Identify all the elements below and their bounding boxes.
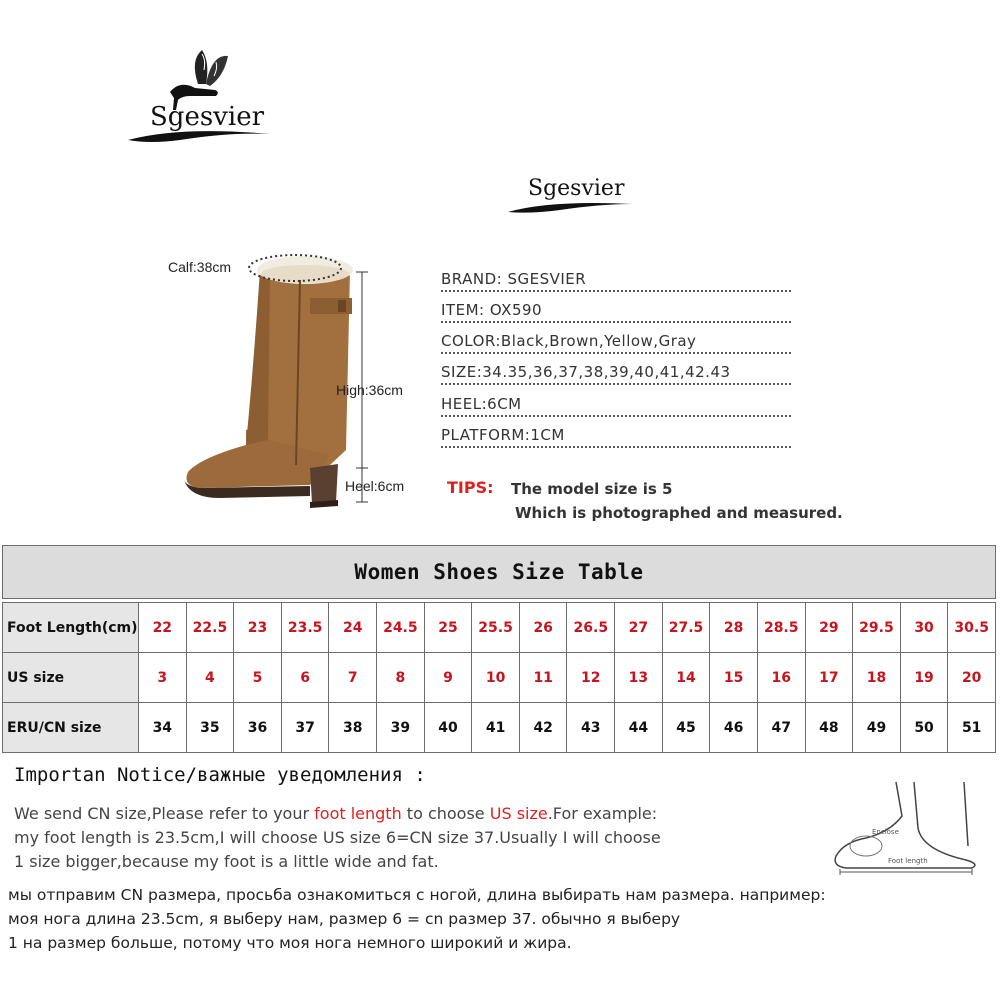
size-table-cell: 39 (377, 703, 425, 753)
size-table-row-header: ERU/CN size (3, 703, 139, 753)
size-table-cell: 38 (329, 703, 377, 753)
size-table-cell: 8 (377, 653, 425, 703)
size-table-cell: 46 (710, 703, 758, 753)
size-table-cell: 47 (757, 703, 805, 753)
size-table-title: Women Shoes Size Table (3, 546, 996, 599)
size-table-cell: 11 (519, 653, 567, 703)
size-table-cell: 24.5 (377, 603, 425, 653)
size-table-cell: 50 (900, 703, 948, 753)
size-table (2, 545, 996, 753)
butterfly-shoe-icon (120, 40, 290, 155)
size-table-cell: 7 (329, 653, 377, 703)
us-size-highlight: US size (489, 804, 548, 823)
size-table-cell: 26.5 (567, 603, 615, 653)
size-table-cell: 49 (853, 703, 901, 753)
size-table-cell: 36 (234, 703, 282, 753)
size-table-cell: 24 (329, 603, 377, 653)
foot-length-highlight: foot length (314, 804, 402, 823)
size-table-cell: 20 (948, 653, 996, 703)
tips-line-2: Which is photographed and measured. (515, 504, 843, 522)
size-table-cell: 23.5 (281, 603, 329, 653)
size-table-row-header: Foot Length(cm) (3, 603, 139, 653)
size-table-cell: 26 (519, 603, 567, 653)
size-table-cell: 34 (139, 703, 187, 753)
brand-logo-text-center: Sgesvier (528, 176, 625, 201)
foot-length-row (3, 603, 996, 653)
size-table-cell: 23 (234, 603, 282, 653)
us-size-row (3, 653, 996, 703)
tips-label: TIPS: (447, 478, 494, 497)
tips-line-1: The model size is 5 (511, 480, 673, 498)
size-table-cell: 35 (186, 703, 234, 753)
size-table-cell: 13 (615, 653, 663, 703)
logo-swoosh-icon (500, 170, 640, 220)
size-table-cell: 25.5 (472, 603, 520, 653)
size-table-cell: 48 (805, 703, 853, 753)
size-table-cell: 42 (519, 703, 567, 753)
size-table-row-header: US size (3, 653, 139, 703)
foot-measure-diagram (826, 776, 986, 876)
notice-en-text: to choose (401, 804, 490, 823)
size-table-cell: 16 (757, 653, 805, 703)
spec-color: COLOR:Black,Brown,Yellow,Gray (441, 330, 791, 354)
size-table-cell: 19 (900, 653, 948, 703)
size-table-cell: 12 (567, 653, 615, 703)
size-table-cell: 4 (186, 653, 234, 703)
size-table-cell: 43 (567, 703, 615, 753)
notice-ru-line-1: мы отправим CN размера, просьба ознакомиться с ногой, длина выбирать нам размера. например: (8, 886, 826, 904)
size-table-cell: 14 (662, 653, 710, 703)
notice-en-text: .For example: (547, 804, 658, 823)
size-table-cell: 40 (424, 703, 472, 753)
spec-size: SIZE:34.35,36,37,38,39,40,41,42.43 (441, 361, 791, 385)
size-table-cell: 30 (900, 603, 948, 653)
size-table-cell: 9 (424, 653, 472, 703)
size-table-cell: 27.5 (662, 603, 710, 653)
size-table-cell: 22 (139, 603, 187, 653)
brand-logo-top (120, 40, 290, 155)
notice-ru-line-3: 1 на размер больше, потому что моя нога немного широкий и жира. (8, 934, 572, 952)
calf-measure-label: Calf:38cm (168, 259, 232, 275)
brand-logo-center (500, 170, 640, 220)
size-table-cell: 28.5 (757, 603, 805, 653)
size-table-cell: 28 (710, 603, 758, 653)
notice-en-line-2: my foot length is 23.5cm,I will choose US size 6=CN size 37.Usually I will choose (14, 828, 661, 847)
size-table-cell: 29.5 (853, 603, 901, 653)
spec-heel: HEEL:6CM (441, 393, 791, 417)
height-measure-label: High:36cm (336, 382, 403, 398)
size-table-cell: 17 (805, 653, 853, 703)
size-table-cell: 44 (615, 703, 663, 753)
spec-platform: PLATFORM:1CM (441, 424, 791, 448)
notice-en-text: We send CN size,Please refer to your (14, 804, 315, 823)
notice-en-line-1 (14, 804, 657, 823)
size-table-cell: 37 (281, 703, 329, 753)
spec-brand: BRAND: SGESVIER (441, 268, 791, 292)
size-table-cell: 15 (710, 653, 758, 703)
notice-en-line-3: 1 size bigger,because my foot is a little wide and fat. (14, 852, 439, 871)
eu-cn-size-row (3, 703, 996, 753)
size-table-cell: 25 (424, 603, 472, 653)
size-table-cell: 6 (281, 653, 329, 703)
size-table-cell: 27 (615, 603, 663, 653)
brand-logo-text-top: Sgesvier (150, 102, 265, 132)
size-table-cell: 29 (805, 603, 853, 653)
size-table-cell: 51 (948, 703, 996, 753)
size-table-cell: 45 (662, 703, 710, 753)
enclose-label: Enclose (872, 828, 899, 836)
heel-measure-label: Heel:6cm (345, 478, 405, 494)
size-table-title-row (3, 546, 996, 599)
size-table-cell: 5 (234, 653, 282, 703)
notice-title: Importan Notice/важные уведомления : (14, 764, 426, 786)
size-table-cell: 30.5 (948, 603, 996, 653)
boot-illustration (160, 240, 430, 520)
size-table-cell: 10 (472, 653, 520, 703)
foot-length-label: Foot length (888, 857, 928, 865)
spec-item: ITEM: OX590 (441, 299, 791, 323)
size-table-cell: 3 (139, 653, 187, 703)
size-table-cell: 22.5 (186, 603, 234, 653)
size-table-cell: 41 (472, 703, 520, 753)
notice-ru-line-2: моя нога длина 23.5cm, я выберу нам, размер 6 = cn размер 37. обычно я выберу (8, 910, 681, 928)
size-table-cell: 18 (853, 653, 901, 703)
